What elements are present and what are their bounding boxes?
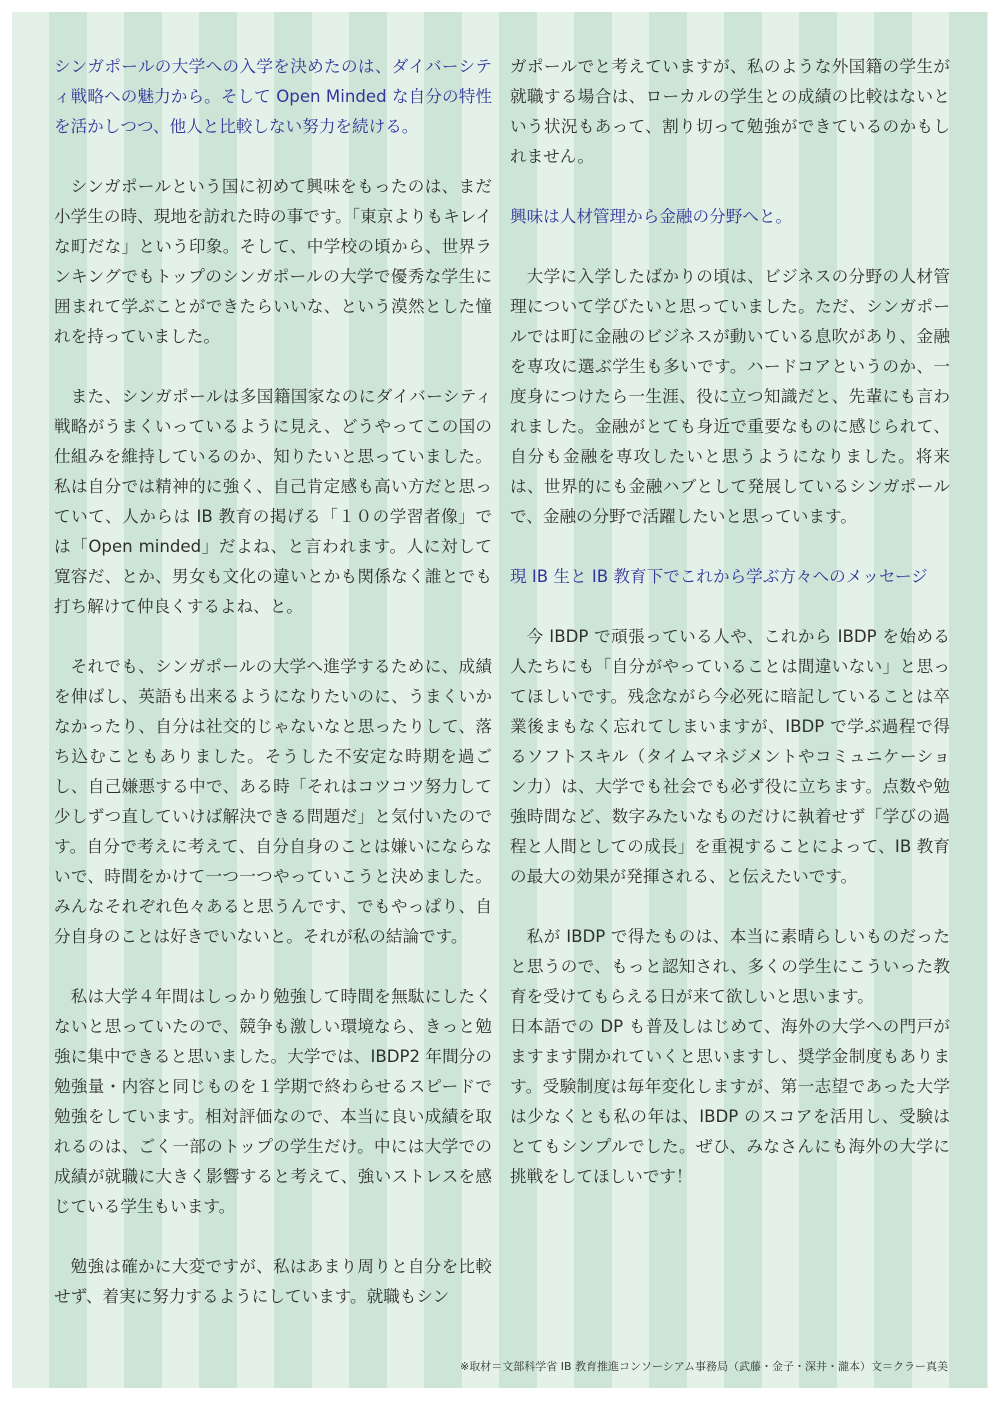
paragraph-university-study: 私は大学４年間はしっかり勉強して時間を無駄にしたくないと思っていたので、競争も激しい環境なら、きっと勉強に集中できると思いました。大学では、IBDP2 年間分の勉強量・内容と同じものを１学期で終わらせるスピードで勉強をしています。相対評価なので、本当に良い成績を取れるのは、ごく一部のトップの学生だけ。中には大学での成績が就職に大きく影響すると考えて、強いストレスを感じている学生もいます。 — [54, 987, 492, 1216]
section-heading-finance: 興味は人材管理から金融の分野へと。 — [510, 207, 793, 226]
left-column — [54, 52, 492, 1312]
paragraph-diversity: また、シンガポールは多国籍国家なのにダイバーシティ戦略がうまくいっているように見え、どうやってこの国の仕組みを維持しているのか、知りたいと思っていました。私は自分では精神的に強く、自己肯定感も高い方だと思っていて、人からは IB 教育の掲げる「１０の学習者像」では「Open minded」だよね、と言われます。人に対して寛容だ、とか、男女も文化の違いとかも関係なく誰とでも打ち解けて仲良くするよね、と。 — [54, 387, 492, 616]
paragraph-struggle: それでも、シンガポールの大学へ進学するために、成績を伸ばし、英語も出来るようになりたいのに、うまくいかなかったり、自分は社交的じゃないなと思ったりして、落ち込むこともありました。そうした不安定な時期を過ごし、自己嫌悪する中で、ある時「それはコツコツ努力して少しずつ直していけば解決できる問題だ」と気付いたのです。自分で考えに考えて、自分自身のことは嫌いにならないで、時間をかけて一つ一つやっていこうと決めました。みんなそれぞれ色々あると思うんです、でもやっぱり、自分自身のことは好きでいないと。それが私の結論です。 — [54, 657, 492, 946]
paragraph-interest: シンガポールという国に初めて興味をもったのは、まだ小学生の時、現地を訪れた時の事です。「東京よりもキレイな町だな」という印象。そして、中学校の頃から、世界ランキングでもトップのシンガポールの大学で優秀な学生に囲まれて学ぶことができたらいいな、という漠然とした憧れを持っていました。 — [54, 177, 492, 346]
paragraph-continuation: ガポールでと考えていますが、私のような外国籍の学生が就職する場合は、ローカルの学生との成績の比較はないという状況もあって、割り切って勉強ができているのかもしれません。 — [510, 57, 950, 166]
paragraph-ibdp-value: 私が IBDP で得たものは、本当に素晴らしいものだったと思うので、もっと認知され、多くの学生にこういった教育を受けてもらえる日が来て欲しいと思います。 — [510, 927, 950, 1006]
section-heading-message: 現 IB 生と IB 教育下でこれから学ぶ方々へのメッセージ — [510, 567, 928, 586]
right-column — [510, 52, 950, 1192]
credit-footnote: ※取材＝文部科学省 IB 教育推進コンソーシアム事務局（武藤・金子・深井・瀧本）文＝クラー真美 — [459, 1360, 948, 1373]
paragraph-challenge: 日本語での DP も普及しはじめて、海外の大学への門戸がますます開かれていくと思いますし、奨学金制度もあります。受験制度は毎年変化しますが、第一志望であった大学は少なくとも私の年は、IBDP のスコアを活用し、受験はとてもシンプルでした。ぜひ、みなさんにも海外の大学に挑戦をしてほしいです！ — [510, 1017, 950, 1186]
page-background — [12, 12, 988, 1388]
paragraph-message: 今 IBDP で頑張っている人や、これから IBDP を始める人たちにも「自分がやっていることは間違いない」と思ってほしいです。残念ながら今必死に暗記していることは卒業後まもなく忘れてしまいますが、IBDP で学ぶ過程で得るソフトスキル（タイムマネジメントやコミュニケーション力）は、大学でも社会でも必ず役に立ちます。点数や勉強時間など、数字みたいなものだけに執着せず「学びの過程と人間としての成長」を重視することによって、IB 教育の最大の効果が発揮される、と伝えたいです。 — [510, 627, 950, 886]
paragraph-finance: 大学に入学したばかりの頃は、ビジネスの分野の人材管理について学びたいと思っていました。ただ、シンガポールでは町に金融のビジネスが動いている息吹があり、金融を専攻に選ぶ学生も多いです。ハードコアというのか、一度身につけたら一生涯、役に立つ知識だと、先輩にも言われました。金融がとても身近で重要なものに感じられて、自分も金融を専攻したいと思うようになりました。将来は、世界的にも金融ハブとして発展しているシンガポールで、金融の分野で活躍したいと思っています。 — [510, 267, 950, 526]
lead-heading: シンガポールの大学への入学を決めたのは、ダイバーシティ戦略への魅力から。そして Open Minded な自分の特性を活かしつつ、他人と比較しない努力を続ける。 — [54, 57, 492, 136]
paragraph-effort: 勉強は確かに大変ですが、私はあまり周りと自分を比較せず、着実に努力するようにしています。就職もシン — [54, 1257, 492, 1306]
